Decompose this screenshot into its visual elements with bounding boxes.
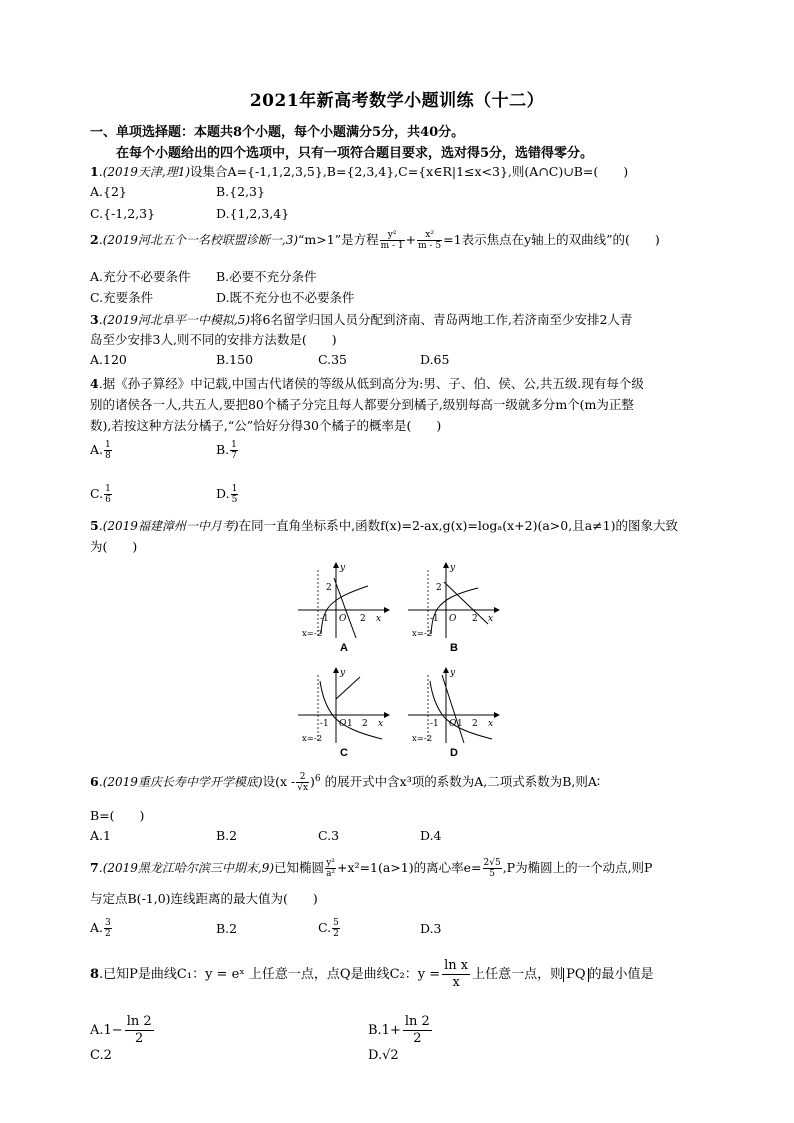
- option-c: C.{-1,2,3}: [90, 206, 156, 221]
- svg-text:1: 1: [457, 719, 463, 729]
- option-a: A. $\frac{3}{2}$: [90, 918, 111, 939]
- option-d: D.{1,2,3,4}: [216, 206, 290, 221]
- svg-text:1: 1: [347, 719, 353, 729]
- svg-text:-1: -1: [320, 719, 329, 729]
- question-number: 7: [90, 860, 99, 875]
- option-d: D. $\frac{1}{5}$: [216, 484, 238, 505]
- page-title: 2021年新高考数学小题训练（十二）: [249, 91, 545, 111]
- question-5-line-2: 为( ): [90, 539, 138, 554]
- graph-label-b: B: [450, 642, 458, 654]
- question-3: 3.(2019河北阜平一中模拟,5)将6名留学归国人员分配到济南、青岛两地工作,若济南至少安排2人青: [90, 312, 633, 327]
- fraction-x2: $\frac{\text{x²}}{m - 5}$: [418, 230, 442, 251]
- svg-text:2: 2: [436, 583, 442, 593]
- option-a: A.1− $\frac{\ln 2}{2}$: [90, 1014, 152, 1046]
- question-text: 将6名留学归国人员分配到济南、青岛两地工作,若济南至少安排2人青: [250, 312, 633, 327]
- question-number: 2: [90, 232, 99, 247]
- question-source: (2019河北阜平一中模拟,5): [102, 313, 251, 327]
- question-text-b: =1表示焦点在y轴上的双曲线”的( ): [443, 232, 660, 247]
- question-6: 6.(2019重庆长寿中学开学模底)设(x - $\frac{2}{√x}$ )$^6$ 的展开式中含x³项的系数为A,二项式系数为B,则A∶: [90, 772, 601, 793]
- svg-text:2: 2: [472, 614, 478, 624]
- graph-label-c: C: [340, 747, 348, 759]
- question-source: (2019重庆长寿中学开学模底): [102, 775, 263, 789]
- option-c: C. $\frac{1}{6}$: [90, 484, 111, 505]
- svg-text:O: O: [449, 614, 457, 624]
- option-c: C.2: [90, 1048, 112, 1063]
- question-7: 7.(2019黑龙江哈尔滨三中期末,9)已知椭圆 $\frac{\text{y²}}{\text{a²}}$ +x²=1(a>1)的离心率e= $\frac{2√5}{5}$ ,P为椭圆上的一个动点,则P: [90, 858, 653, 879]
- svg-text:x: x: [378, 719, 384, 729]
- option-c: C.充要条件: [90, 290, 154, 305]
- option-c: C. $\frac{5}{2}$: [318, 918, 339, 939]
- option-d: D.65: [420, 352, 450, 367]
- svg-text:O: O: [339, 614, 347, 624]
- section-heading: 一、单项选择题：本题共8个小题，每个小题满分5分，共40分。: [90, 125, 465, 140]
- graph-c: [296, 665, 396, 745]
- option-b: B. $\frac{1}{7}$: [216, 440, 237, 461]
- graph-label-d: D: [450, 747, 458, 759]
- option-a: A.1: [90, 828, 111, 843]
- question-source: (2019河北五个一名校联盟诊断一,3): [102, 233, 299, 247]
- section-instruction: 在每个小题给出的四个选项中，只有一项符合题目要求，选对得5分，选错得零分。: [116, 146, 594, 161]
- option-a: A. $\frac{1}{8}$: [90, 440, 111, 461]
- svg-text:x=-2: x=-2: [302, 734, 323, 744]
- question-number: 3: [90, 312, 99, 327]
- svg-text:2: 2: [472, 719, 478, 729]
- option-b: B.150: [216, 352, 254, 367]
- option-b: B.2: [216, 921, 238, 936]
- svg-text:O: O: [339, 719, 347, 729]
- question-number: 1: [90, 164, 99, 179]
- question-8: 8.已知P是曲线C₁：y = eˣ 上任意一点，点Q是曲线C₂：y = $\frac{\text{ln x}}{x}$ 上任意一点，则 PQ 的最小值是: [90, 958, 654, 990]
- svg-text:x: x: [488, 719, 494, 729]
- fraction-y2: $\frac{\text{y²}}{m - 1}$: [380, 230, 404, 251]
- svg-text:y: y: [450, 668, 456, 678]
- svg-text:x: x: [376, 614, 382, 624]
- svg-text:-1: -1: [430, 614, 439, 624]
- graph-label-a: A: [340, 642, 348, 654]
- question-number: 4: [90, 376, 99, 391]
- question-5: 5.(2019福建漳州一中月考)在同一直角坐标系中,函数f(x)=2-ax,g(x)=logₐ(x+2)(a>0,且a≠1)的图象大致: [90, 518, 678, 533]
- graph-b: [406, 560, 506, 640]
- option-d: D.√2: [368, 1048, 399, 1063]
- svg-text:O: O: [449, 719, 457, 729]
- question-1: 1.(2019天津,理1)设集合A={-1,1,2,3,5},B={2,3,4},C={x∈R|1≤x<3},则(A∩C)∪B=( ): [90, 164, 629, 179]
- question-text-a: “m>1”是方程: [298, 232, 379, 247]
- fraction-eccentricity: $\frac{2√5}{5}$: [483, 858, 501, 879]
- svg-text:2: 2: [360, 614, 366, 624]
- option-a: A.120: [90, 352, 127, 367]
- question-4-line-3: 数),若按这种方法分橘子,“公”恰好分得30个橘子的概率是( ): [90, 418, 442, 433]
- option-a: A.{2}: [90, 184, 127, 199]
- question-6-line-2: B=( ): [90, 808, 145, 823]
- option-b: B.1+ $\frac{\ln 2}{2}$: [368, 1014, 430, 1046]
- graph-d: [406, 665, 506, 745]
- svg-text:x=-2: x=-2: [412, 734, 433, 744]
- svg-text:x: x: [488, 614, 494, 624]
- fraction-2-sqrtx: $\frac{2}{√x}$: [297, 772, 309, 793]
- question-text: 据《孙子算经》中记载,中国古代诸侯的等级从低到高分为:男、子、伯、侯、公,共五级.现有每个级: [102, 376, 644, 391]
- option-d: D.既不充分也不必要条件: [216, 290, 355, 305]
- question-source: (2019天津,理1): [102, 165, 191, 179]
- question-2: 2.(2019河北五个一名校联盟诊断一,3)“m>1”是方程 $\frac{\text{y²}}{m - 1}$ + $\frac{\text{x²}}{m - 5}$ =1表示焦点在y轴上的双曲线”的( ): [90, 230, 660, 251]
- question-4-line-2: 别的诸侯各一人,共五人,要把80个橘子分完且每人都要分到橘子,级别每高一级就多分m个(m为正整: [90, 397, 634, 412]
- question-text: 在同一直角坐标系中,函数f(x)=2-ax,g(x)=logₐ(x+2)(a>0,且a≠1)的图象大致: [238, 518, 678, 533]
- svg-text:y: y: [450, 563, 456, 573]
- svg-text:-1: -1: [430, 719, 439, 729]
- option-c: C.3: [318, 828, 340, 843]
- question-source: (2019黑龙江哈尔滨三中期末,9): [102, 861, 275, 875]
- graph-a: [296, 560, 396, 640]
- question-number: 5: [90, 518, 99, 533]
- fraction-y2-a2: $\frac{\text{y²}}{\text{a²}}$: [326, 858, 336, 879]
- option-b: B.2: [216, 828, 238, 843]
- svg-text:2: 2: [362, 719, 368, 729]
- svg-text:x=-2: x=-2: [302, 629, 323, 639]
- svg-text:y: y: [340, 563, 346, 573]
- option-c: C.35: [318, 352, 347, 367]
- question-number: 8: [90, 967, 100, 982]
- question-4: 4.据《孙子算经》中记载,中国古代诸侯的等级从低到高分为:男、子、伯、侯、公,共五级.现有每个级: [90, 376, 644, 391]
- option-d: D.4: [420, 828, 442, 843]
- abs-pq: PQ: [563, 968, 588, 982]
- question-source: (2019福建漳州一中月考): [102, 519, 239, 533]
- option-d: D.3: [420, 921, 442, 936]
- question-7-line-2: 与定点B(-1,0)连线距离的最大值为( ): [90, 891, 318, 906]
- question-number: 6: [90, 774, 99, 789]
- question-3-line-2: 岛至少安排3人,则不同的安排方法数是( ): [90, 332, 337, 347]
- svg-text:y: y: [340, 668, 346, 678]
- svg-text:-1: -1: [320, 614, 329, 624]
- option-b: B.必要不充分条件: [216, 269, 317, 284]
- option-b: B.{2,3}: [216, 184, 265, 199]
- fraction-lnx-x: $\frac{\text{ln x}}{x}$: [444, 958, 469, 990]
- svg-text:x=-2: x=-2: [412, 629, 433, 639]
- question-text: 设集合A={-1,1,2,3,5},B={2,3,4},C={x∈R|1≤x<3},则(A∩C)∪B=( ): [190, 164, 629, 179]
- option-a: A.充分不必要条件: [90, 269, 191, 284]
- svg-text:2: 2: [326, 583, 332, 593]
